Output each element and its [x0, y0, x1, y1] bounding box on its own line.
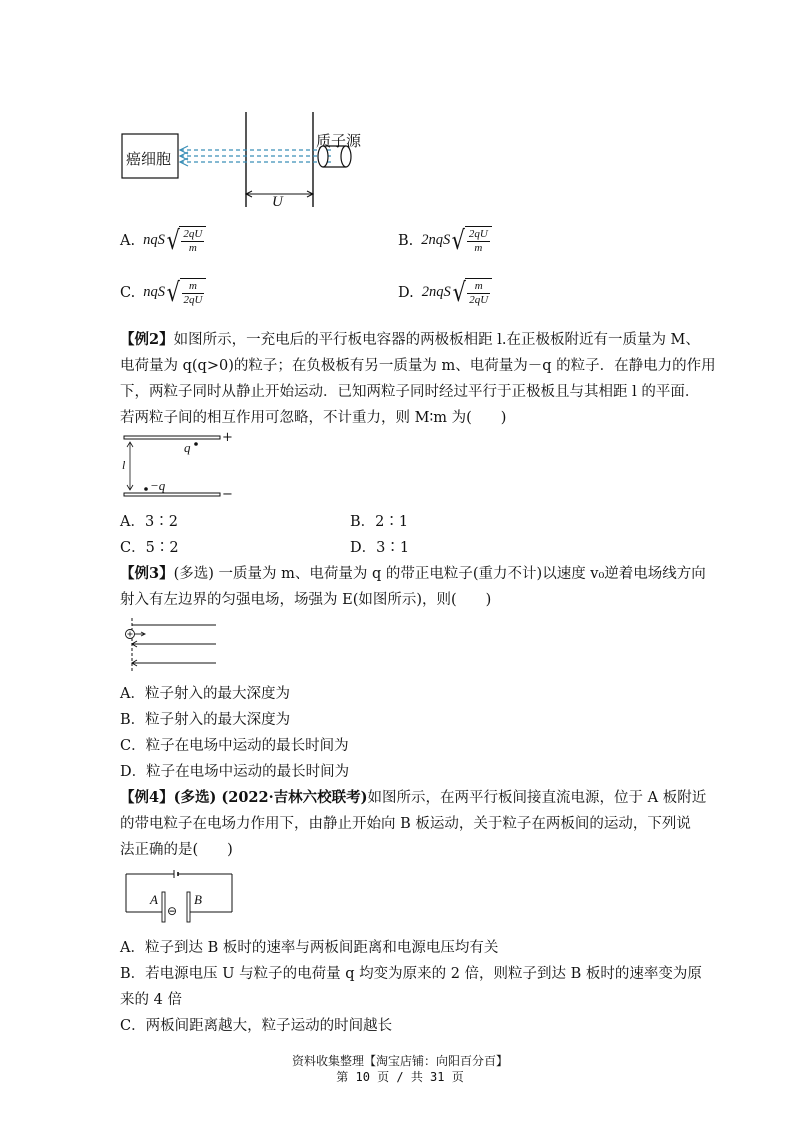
- voltage-label: U: [272, 194, 283, 210]
- particle-top: [194, 442, 198, 446]
- ex4-option-b: B．若电源电压 U 与粒子的电荷量 q 均变为原来的 2 倍，则粒子到达 B 板时的速率变为原: [120, 966, 702, 982]
- ex2-option-b: B．2∶1: [350, 514, 409, 530]
- ex4-line3: 法正确的是( ): [120, 842, 233, 858]
- footer-page-number: 第 10 页 / 共 31 页: [336, 1070, 464, 1084]
- plate-b: [187, 892, 190, 922]
- ex3-option-a: A．粒子射入的最大深度为: [120, 686, 290, 702]
- ex3-option-d: D．粒子在电场中运动的最长时间为: [120, 764, 350, 780]
- ex4-line2: 的带电粒子在电场力作用下，由静止开始向 B 板运动，关于粒子在两板间的运动，下列说: [120, 816, 691, 832]
- figure-proton-therapy: [118, 112, 378, 212]
- figure-capacitor: + − q −q l: [122, 430, 233, 502]
- figure-circuit: A B ⊖: [124, 866, 236, 924]
- negative-particle-icon: ⊖: [167, 904, 178, 918]
- particle-bottom: [144, 487, 148, 491]
- ex2-option-c: C．5∶2: [120, 540, 179, 556]
- ex4-line1: 【例4】(多选) (2022·吉林六校联考)如图所示，在两平行板间接直流电源，位于 A 板附近: [120, 789, 707, 806]
- negative-plate: [124, 493, 220, 496]
- plate-a: [162, 892, 165, 922]
- ex4-option-c: C．两板间距离越大，粒子运动的时间越长: [120, 1018, 393, 1034]
- figure-field: [120, 616, 220, 674]
- cancer-cell-label: 癌细胞: [126, 150, 172, 168]
- positive-plate: [124, 436, 220, 439]
- proton-source-label: 质子源: [316, 132, 362, 150]
- ex4-option-a: A．粒子到达 B 板时的速率与两板间距离和电源电压均有关: [120, 940, 499, 956]
- ex2-line4: 若两粒子间的相互作用可忽略，不计重力，则 M∶m 为( ): [120, 410, 507, 426]
- ex4-option-b-cont: 来的 4 倍: [120, 992, 182, 1008]
- ex3-line2: 射入有左边界的匀强电场，场强为 E(如图所示)，则( ): [120, 592, 492, 608]
- ex2-line2: 电荷量为 q(q>0)的粒子；在负极板有另一质量为 m、电荷量为－q 的粒子．在静电力的作用: [120, 358, 716, 374]
- ex3-option-b: B．粒子射入的最大深度为: [120, 712, 291, 728]
- ex2-line1: 【例2】如图所示，一充电后的平行板电容器的两极板相距 l.在正极板附近有一质量为 M、: [120, 331, 700, 348]
- ex1-option-d: D. 2nqS √ $\frac{m}{2qU}$: [398, 278, 492, 307]
- ex1-option-a: A. nqS √ $\frac{2qU}{m}$: [120, 226, 206, 255]
- ex3-line1: 【例3】(多选) 一质量为 m、电荷量为 q 的带正电粒子(重力不计)以速度 v₀逆着电场线方向: [120, 565, 706, 582]
- ex1-option-c: C. nqS √ $\frac{m}{2qU}$: [120, 278, 206, 307]
- footer-source: 资料收集整理【淘宝店铺：向阳百分百】: [291, 1054, 508, 1068]
- ex2-option-d: D．3∶1: [350, 540, 410, 556]
- ex2-line3: 下，两粒子同时从静止开始运动．已知两粒子同时经过平行于正极板且与其相距 l 的平面．: [120, 384, 700, 400]
- ex3-option-c: C．粒子在电场中运动的最长时间为: [120, 738, 349, 754]
- ex2-option-a: A．3∶2: [120, 514, 178, 530]
- ex1-option-b: B. 2nqS √ $\frac{2qU}{m}$: [398, 226, 492, 255]
